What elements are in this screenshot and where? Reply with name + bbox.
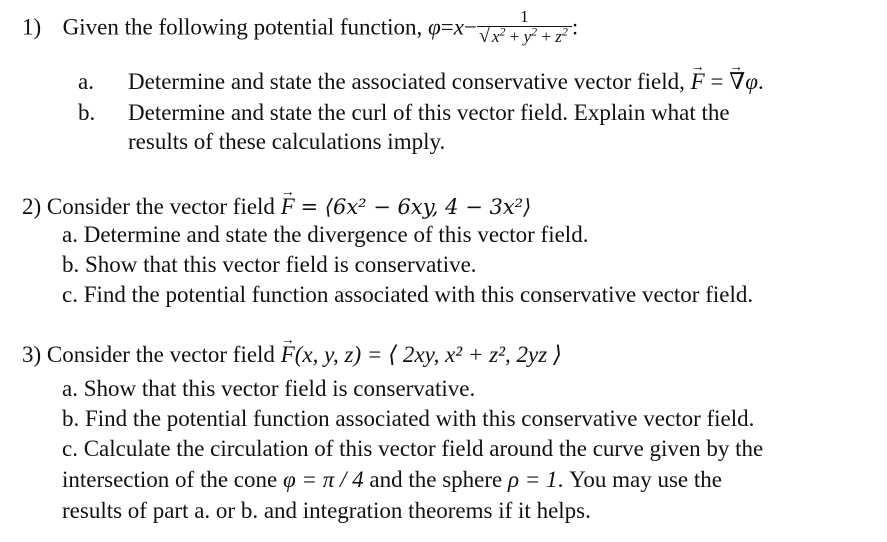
q1-a-nabla: → ∇ [729,68,745,96]
q3-b-text: b. Find the potential function associated with this conservative vector field. [62,406,755,431]
q1-stem [22,7,579,48]
q3-text: Consider the vector field [46,342,275,367]
q1-b-text: Determine and state the curl of this vector field. Explain what the [128,100,730,125]
q2-number: 2) [22,194,42,219]
sqrt-icon: √ [478,25,490,47]
q1-radicand: $x^2 + y^2 + z^2$ [491,24,568,46]
q1-colon: : [571,14,579,40]
q1-eq: = [440,14,454,40]
q3-part-b [62,405,754,433]
q1-part-b [78,99,730,127]
q3-part-c [62,435,763,463]
q1-b-label: b. [78,100,96,125]
q2-part-b [62,251,477,279]
q3-cone: φ = π / 4 [282,467,364,492]
q1-a-label: a. [78,69,94,94]
q2-F: → F [281,193,295,221]
q3-field: = ⟨ 2xy, x² + z², 2yz ⟩ [366,342,562,367]
q3-F: → F [281,341,295,369]
q1-frac-denominator [477,26,572,46]
q3-c-text1: c. Calculate the circulation of this vector field around the curve given by the [62,436,764,461]
q2-field: = ⟨6x² − 6xy, 4 − 3x²⟩ [300,195,532,219]
q3-args: (x, y, z) [294,342,362,367]
q3-number: 3) [22,342,42,367]
q2-b-text: b. Show that this vector field is conservative. [62,252,477,277]
q2-a-text: a. Determine and state the divergence of this vector field. [62,222,589,247]
q3-c-text2a: intersection of the cone [62,467,278,492]
q3-sphere: ρ = 1 [508,467,558,492]
q1-a-eq: = [710,69,724,94]
q3-part-c-cont2 [62,497,591,525]
q1-text: Given the following potential function, [62,14,423,40]
q1-b-text2: results of these calculations imply. [128,129,446,154]
q1-part-a [78,68,764,96]
q1-a-dot: . [757,69,764,94]
q3-a-text: a. Show that this vector field is conservative. [62,376,476,401]
q3-part-a [62,375,475,403]
q1-frac-numerator: 1 [520,7,529,26]
q1-part-b-cont [128,128,445,156]
q3-stem [22,341,562,369]
q1-a-phi: φ [745,69,758,94]
q1-a-F: → F [691,68,705,96]
q1-minus: − [463,14,477,40]
q2-stem [22,193,531,221]
q3-part-c-cont [62,466,722,494]
q1-a-text: Determine and state the associated conservative vector field, [128,69,685,94]
q1-phi: φ [428,14,441,40]
q2-c-text: c. Find the potential function associated with this conservative vector field. [62,282,754,307]
q2-part-a [62,221,588,249]
q1-number: 1) [22,14,42,40]
q3-c-text2b: and the sphere [369,467,503,492]
q2-part-c [62,281,753,309]
q3-c-text3: results of part a. or b. and integration theorems if it helps. [62,498,591,523]
q3-c-text2c: . You may use the [557,467,722,492]
q1-x: x [453,14,464,40]
q1-fraction [477,8,572,46]
q2-text: Consider the vector field [46,194,275,219]
